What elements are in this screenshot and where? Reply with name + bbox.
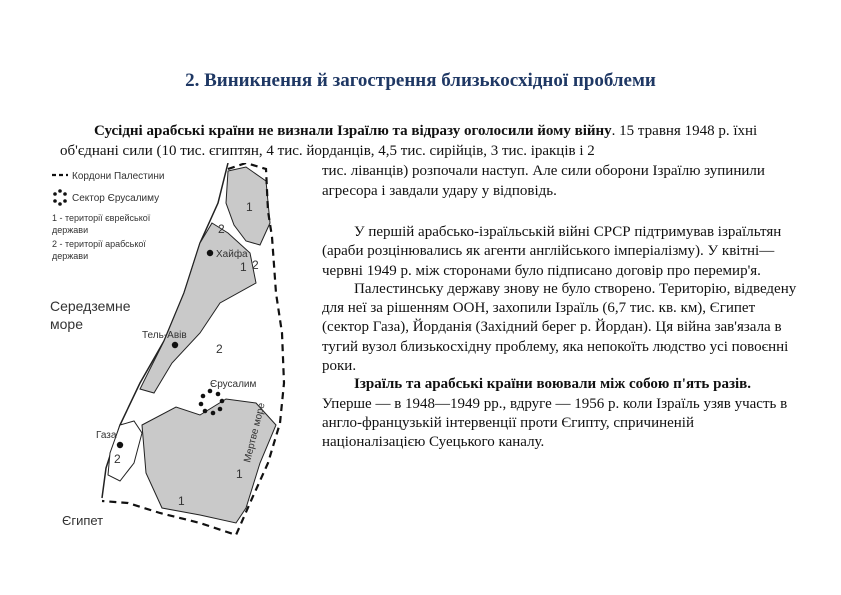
intro-paragraph [60,121,800,161]
intro-rest: . 15 травня 1948 р. їхні об'єднані сили (10 тис. єгиптян, 4 тис. йорданців, 4,5 тис. сирійців, 3 тис. іракців і 2 [60,123,758,159]
sea-label-line1: Середземне [50,298,131,314]
haifa-label: Хайфа [216,249,248,260]
tel-aviv-dot [172,342,178,348]
tel-aviv-label: Тель-Авів [142,330,187,341]
zone-2-center: 2 [216,342,223,356]
gaza-label: Газа [96,430,117,441]
paragraph-2-text: Палестинську державу знову не було створено. Територію, відведену для неї за рішенням ООН, захопили Ізраїль (6,7 тис. кв. км), Єгипет (сектор Газа), Йорданія (Західний берег р. Йордан). Ця війна зав'язала в тугий вузол близькосхідну проблему, яка непокоїть людство усі повоєнні роки. [322,280,797,375]
paragraph-2 [322,280,800,376]
legend-ring-icon [53,189,67,206]
paragraph-3-text: Уперше — в 1948—1949 рр., вдруге — 1956 р. коли Ізраїль узяв участь в англо-французькій інтервенції проти Єгипту, спричиненій націоналізацією Суецького каналу. [322,395,788,451]
zone-1-north: 1 [246,200,253,214]
paragraph-1-text: У першій арабсько-ізраїльській війні СРСР підтримував ізраїльтян (араби розцінювались як агенти англійського імперіалізму). У квітні—червні 1949 р. між сторонами було підписано договір про перемир'я. [322,224,782,279]
legend-borders: Кордони Палестини [72,171,165,182]
paragraph-1 [322,223,800,281]
legend-item2-line1: 2 - території арабської [52,239,146,249]
legend-item1-line2: держави [52,225,89,235]
map-legend [52,171,164,261]
egypt-label: Єгипет [62,513,104,528]
dead-sea-label: Мертве море [242,401,268,464]
gaza-dot [117,442,123,448]
zone-1-negev: 1 [178,494,185,508]
page-title: 2. Виникнення й загострення близькосхідної проблеми [185,70,656,91]
zone-2-gaza: 2 [114,452,121,466]
paragraph-3-bold: Ізраїль та арабські країни воювали між собою п'ять разів. [354,376,752,393]
legend-item2-line2: держави [52,251,89,261]
partition-map [50,163,312,543]
intro-bold: Сусідні арабські країни не визнали Ізраїлю та відразу оголосили йому війну [94,123,612,139]
jerusalem-label: Єрусалим [210,379,257,390]
legend-item1-line1: 1 - території єврейської [52,213,151,223]
zone-1-south: 1 [236,467,243,481]
intro-continuation: тис. ліванців) розпочали наступ. Але сили оборони Ізраїлю зупинили агресора і завдали удару у відповідь. [322,163,765,199]
sea-label-line2: море [50,316,83,332]
zone-1-haifa: 1 [240,260,247,274]
paragraph-3 [322,375,800,452]
text-column [322,223,800,453]
haifa-dot [207,250,213,256]
legend-jerusalem-sector: Сектор Єрусалиму [72,193,160,204]
zone-2-north: 2 [218,222,225,236]
zone-2-east: 2 [252,258,259,272]
